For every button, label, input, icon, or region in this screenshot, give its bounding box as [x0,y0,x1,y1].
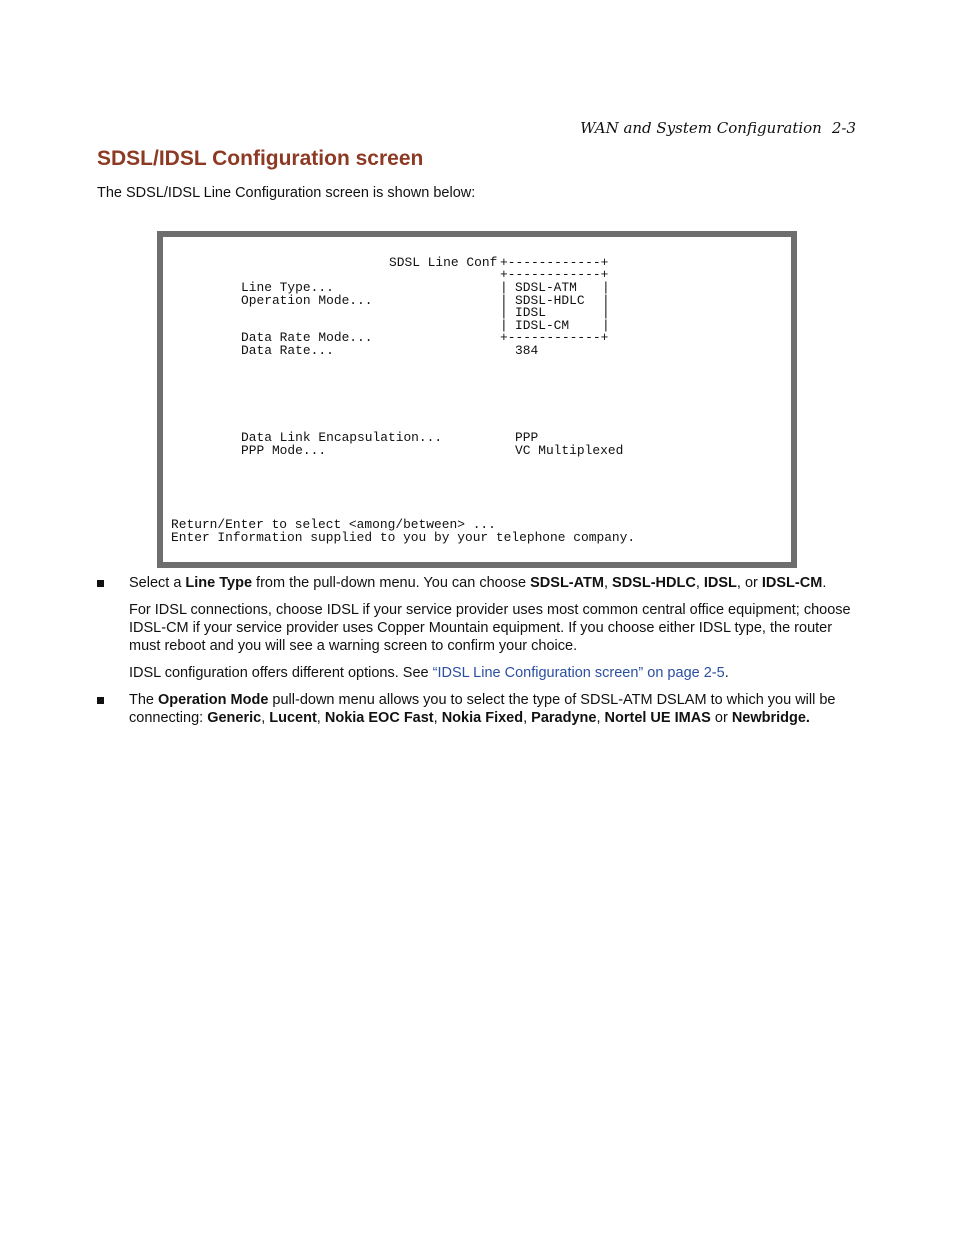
page-header [580,119,856,137]
field-ppp-mode-value: VC Multiplexed [515,442,624,458]
menu-item-idsl[interactable]: IDSL [515,305,546,320]
field-ppp-mode-label[interactable]: PPP Mode... [241,442,327,458]
header-section: WAN and System Configuration [580,119,822,137]
header-page-number: 2-3 [831,119,856,137]
term-nokia-fixed: Nokia Fixed [441,710,524,726]
term-nortel-ue-imas: Nortel UE IMAS [604,710,711,726]
idsl-line-config-link[interactable]: “IDSL Line Configuration screen” on page 2-5 [432,665,725,681]
term-sdsl-atm: SDSL-ATM [530,575,604,591]
intro-text: The SDSL/IDSL Line Configuration screen is shown below: [97,185,476,201]
menu-top-border: +------------+ [500,255,609,270]
section-title: SDSL/IDSL Configuration screen [97,147,424,170]
field-data-link-encapsulation-label[interactable]: Data Link Encapsulation... [241,430,443,445]
term-idsl-cm: IDSL-CM [761,575,823,591]
term-lucent: Lucent [269,710,317,726]
field-operation-mode-label[interactable]: Operation Mode... [241,292,373,308]
term-line-type: Line Type [185,575,253,591]
field-data-rate-value: 384 [515,342,539,358]
menu-item-sdsl-hdlc[interactable]: SDSL-HDLC [515,292,585,308]
text-run: from the pull-down menu. You can choose [252,575,531,591]
separator: , [261,710,270,726]
menu-item-idsl-cm[interactable]: IDSL-CM [515,317,570,333]
bullet-list [97,574,857,736]
bullet-line-type-text [129,574,857,592]
bullet-item-line-type [97,574,857,682]
term-newbridge: Newbridge. [731,710,810,726]
menu-right-border: | | | | [602,280,610,333]
bullet-item-operation-mode [97,691,857,727]
idsl-connections-paragraph: For IDSL connections, choose IDSL if your service provider uses most common central office equipment; choose IDSL-CM if your service provider uses Copper Mountain equipment. If you choose either IDSL type, the router must reboot and you will see a warning screen to confirm your choice. [129,602,851,654]
menu-separator: +------------+ [500,267,609,282]
text-run: . [724,665,729,681]
screen-footer-info: Enter Information supplied to you by your telephone company. [171,530,636,545]
screen-title: SDSL Line Conf [389,255,498,270]
text-run: , or [736,575,762,591]
separator: , [316,710,325,726]
text-run: , [695,575,704,591]
term-nokia-eoc-fast: Nokia EOC Fast [324,710,434,726]
text-run: IDSL configuration offers different options. See [129,665,433,681]
term-generic: Generic [207,710,262,726]
term-idsl: IDSL [703,575,737,591]
field-data-rate-label[interactable]: Data Rate... [241,342,334,358]
bullet-square-icon [97,697,104,704]
separator: , [596,710,605,726]
menu-left-border: | | | | [500,280,508,333]
term-paradyne: Paradyne [531,710,597,726]
separator: , [523,710,532,726]
field-data-rate-mode-label[interactable]: Data Rate Mode... [241,330,373,345]
screen-footer-hint: Return/Enter to select <among/between> ... [171,517,496,532]
separator: , [433,710,442,726]
terminal-screenshot [157,231,797,568]
text-run: The [129,692,159,708]
text-run: , [603,575,613,591]
field-line-type-label[interactable]: Line Type... [241,280,334,295]
text-run: pull-down menu allows you to select the type of SDSL-ATM DSLAM to which you will be connecting: [129,692,836,726]
idsl-options-paragraph [129,664,857,682]
menu-bottom-border: +------------+ [500,330,609,345]
bullet-square-icon [97,580,104,587]
field-data-link-encapsulation-value: PPP [515,430,539,445]
text-run: or [710,710,732,726]
term-sdsl-hdlc: SDSL-HDLC [612,575,696,591]
bullet-operation-mode-text [129,691,857,727]
menu-item-sdsl-atm[interactable]: SDSL-ATM [515,280,577,295]
text-run: . [822,575,827,591]
text-run: Select a [129,575,186,591]
term-operation-mode: Operation Mode [158,692,269,708]
